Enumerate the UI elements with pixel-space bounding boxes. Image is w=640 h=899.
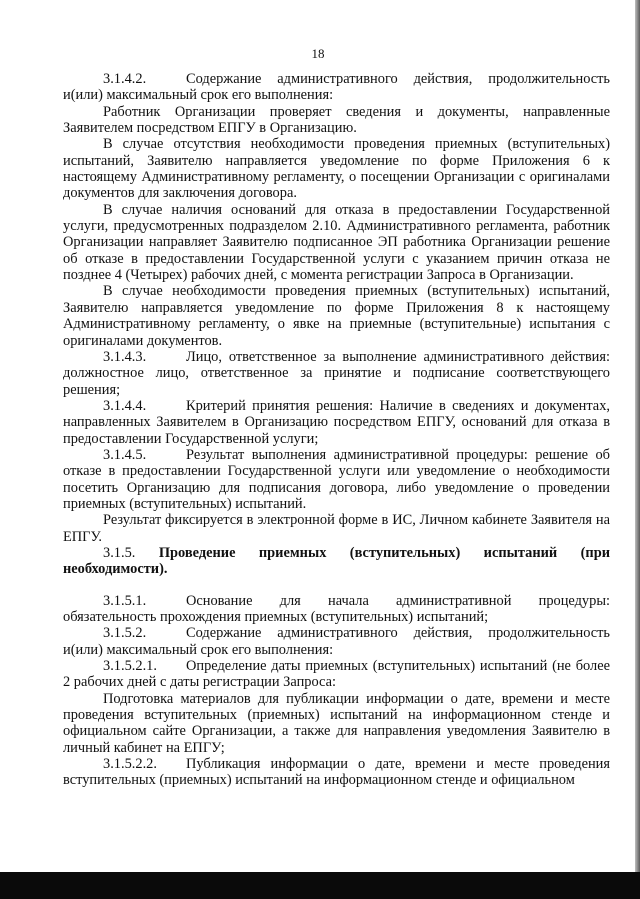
clause-number: 3.1.5.2.1. — [103, 658, 157, 675]
scan-bottom-border — [0, 872, 640, 899]
clause-number: 3.1.5.2. — [103, 625, 147, 642]
section-heading-3-1-5 — [63, 545, 610, 561]
paragraph: Подготовка материалов для публикации информации о дате, времени и месте проведения вступительных (приемных) испытаний на информационном стенде и официальном сайте Организации, а также для направления уведомления Заявителю в личный кабинет на ЕПГУ; — [63, 690, 610, 756]
clause-number: 3.1.4.4. — [103, 397, 147, 414]
clause-text: Содержание административного действия, продолжительность и(или) максимальный срок его выполнения: — [63, 71, 610, 104]
paragraph-3-1-5-2-1 — [63, 658, 610, 691]
clause-text: Публикация информации о дате, времени и месте проведения вступительных (приемных) испытаний на информационном стенде и официальном — [63, 756, 610, 789]
clause-number: 3.1.4.5. — [103, 446, 147, 463]
clause-number: 3.1.4.2. — [103, 71, 147, 87]
paragraph: В случае необходимости проведения приемных (вступительных) испытаний, Заявителю направляется уведомление по форме Приложения 8 к настоящему Административному регламенту, о явке на приемные (вступительные) испытания с оригиналами документов. — [63, 283, 610, 349]
paragraph-3-1-4-3 — [63, 349, 610, 398]
clause-text: Основание для начала административной процедуры: обязательность прохождения приемных (вступительных) испытаний; — [63, 592, 610, 625]
paragraph: В случае наличия оснований для отказа в предоставлении Государственной услуги, предусмотренных подразделом 2.10. Административного регламента, работник Организации направляет Заявителю подписанное ЭП работника Организации решение об отказе в предоставлении Государственной услуги с указанием причин отказа не позднее 4 (Четырех) рабочих дней, с момента регистрации Запроса в Организации. — [63, 201, 610, 284]
clause-number: 3.1.5.2.2. — [103, 756, 157, 773]
clause-text: Лицо, ответственное за выполнение административного действия: должностное лицо, ответственное за принятие и подписание соответствующего решения; — [63, 348, 610, 398]
paragraph-3-1-5-2-2 — [63, 756, 610, 789]
clause-number: 3.1.4.3. — [103, 348, 147, 365]
clause-text: Критерий принятия решения: Наличие в сведениях и документах, направленных Заявителем в Организацию посредством ЕПГУ, оснований для отказа в предоставлении Государственной услуги; — [63, 397, 610, 447]
paragraph-3-1-4-4 — [63, 398, 610, 447]
paragraph-3-1-5-1 — [63, 593, 610, 626]
paragraph: Работник Организации проверяет сведения и документы, направленные Заявителем посредством ЕПГУ в Организацию. — [63, 103, 610, 137]
document-body — [63, 71, 610, 789]
clause-text: Определение даты приемных (вступительных) испытаний (не более 2 рабочих дней с даты регистрации Запроса: — [63, 658, 610, 691]
paragraph: Результат фиксируется в электронной форме в ИС, Личном кабинете Заявителя на ЕПГУ. — [63, 512, 610, 545]
paragraph-3-1-4-2 — [63, 71, 610, 104]
paragraph: В случае отсутствия необходимости проведения приемных (вступительных) испытаний, Заявителю направляется уведомление по форме Приложения 6 к настоящему Административному регламенту, о посещении Организации с оригиналами документов для заключения договора. — [63, 136, 610, 202]
scan-edge-shadow — [635, 0, 640, 899]
paragraph-3-1-4-5 — [63, 447, 610, 512]
spacer — [63, 578, 610, 593]
clause-text: Содержание административного действия, продолжительность и(или) максимальный срок его выполнения: — [63, 625, 610, 658]
section-title-continued: необходимости). — [63, 561, 168, 578]
clause-number: 3.1.5.1. — [103, 592, 147, 609]
section-title: Проведение приемных (вступительных) испытаний (при — [158, 544, 610, 561]
page-number: 18 — [311, 46, 325, 61]
paragraph-3-1-5-2 — [63, 625, 610, 658]
clause-text: Результат выполнения административной процедуры: решение об отказе в предоставлении Государственной услуги или уведомление о необходимости посетить Организацию для подписания договора, либо уведомление о проведении приемных (вступительных) испытаний. — [63, 446, 610, 512]
section-number: 3.1.5. — [103, 544, 136, 561]
